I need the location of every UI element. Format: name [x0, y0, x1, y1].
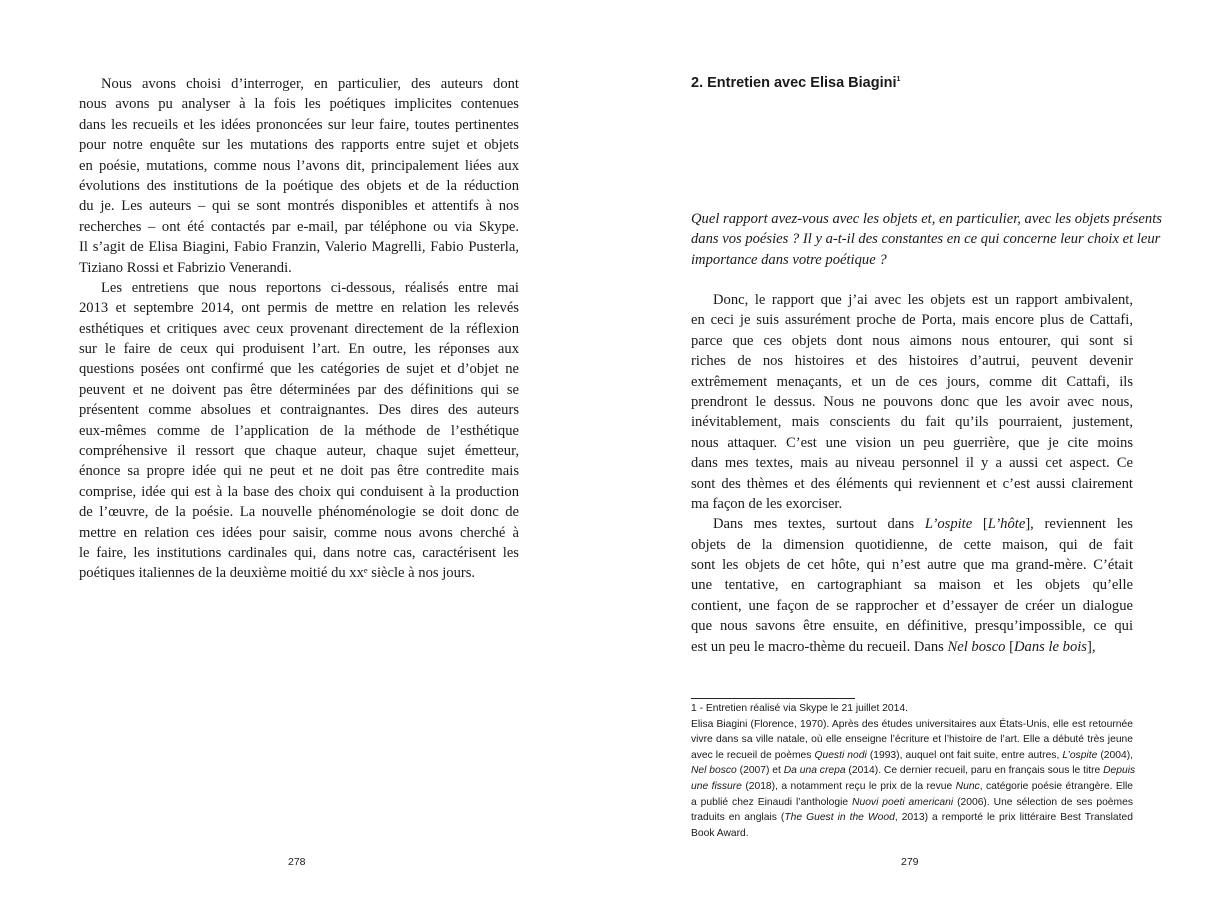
text-line: nous avons pu analyser à la fois les poétiques implicites contenues — [79, 96, 519, 113]
text-line: prendront le dessus. Nous ne pouvons donc que les avoir avec nous, — [691, 393, 1133, 410]
text-line: du je. Les auteurs – qui se sont montrés disponibles et attentifs à nos — [79, 198, 519, 215]
left-page-body — [79, 74, 519, 584]
text-line: le faire, les institutions cardinales qui, dans notre cas, caractérisent les — [79, 544, 519, 561]
text-line: évolutions des institutions de la poétique des objets et de la réduction — [79, 177, 519, 194]
footnote-line: 1 - Entretien réalisé via Skype le 21 juillet 2014. — [691, 703, 908, 714]
question-line: dans vos poésies ? Il y a-t-il des constantes en ce qui concerne leur choix et leur — [691, 231, 1161, 248]
footnote-line: Book Award. — [691, 827, 749, 839]
text-line: une tentative, en cartographiant sa maison et les objets qu’elle — [691, 577, 1133, 594]
text-line: inévitablement, mais conscients du fait qu’ils pourraient, justement, — [691, 414, 1133, 431]
text-line: recherches – ont été contactés par e-mail, par téléphone ou via Skype. — [79, 218, 519, 235]
text-line: eux-mêmes comme de l’application de la méthode de l’esthétique — [79, 422, 519, 439]
text-line: de l’œuvre, de la poésie. La nouvelle phénoménologie se doit donc de — [79, 504, 519, 521]
text-line: que nous savons être ensuite, en définitive, presqu’impossible, ce qui — [691, 618, 1133, 635]
text-line: Donc, le rapport que j’ai avec les objets est un rapport ambivalent, — [713, 292, 1133, 308]
footnote — [691, 701, 1136, 841]
text-line: Dans mes textes, surtout dans L’ospite [L’hôte], reviennent les — [713, 516, 1133, 533]
text-line: esthétiques et critiques avec ceux provenant directement de la réflexion — [79, 320, 519, 337]
footnote-ref[interactable]: 1 — [896, 76, 901, 83]
text-line: sur le faire de ceux qui produisent l’art. En outre, les réponses aux — [79, 341, 519, 358]
page-number-right: 279 — [901, 856, 919, 868]
text-line: Nous avons choisi d’interroger, en particulier, des auteurs dont — [101, 76, 519, 92]
footnote-line: a publié chez Einaudi l’anthologie Nuovi poeti americani (2006). Une sélection de ses poèmes — [691, 796, 1133, 808]
text-line: dans mes textes, mais au niveau personnel il y a aussi cet aspect. Ce — [691, 455, 1133, 472]
text-line: riches de nos histoires et des histoires d’autrui, peuvent devenir — [691, 353, 1133, 370]
text-line: en poésie, mutations, comme nous l’avons dit, principalement liées aux — [79, 157, 519, 174]
text-line: objets de la dimension quotidienne, de cette maison, qui de fait — [691, 536, 1133, 553]
interview-answer — [691, 290, 1133, 657]
heading-text: 2. Entretien avec Elisa Biagini — [691, 75, 897, 91]
text-line: poétiques italiennes de la deuxième moitié du xxᵉ siècle à nos jours. — [79, 565, 476, 582]
footnote-line: une fissure (2018), a notamment reçu le prix de la revue Nunc, catégorie poésie étrangère. Elle — [691, 780, 1133, 792]
page-number-left: 278 — [288, 856, 306, 868]
text-line: Tiziano Rossi et Fabrizio Venerandi. — [79, 259, 292, 276]
question-line: importance dans votre poétique ? — [691, 251, 887, 268]
footnote-line: traduits en anglais (The Guest in the Wood, 2013) a remporté le prix littéraire Best Translated — [691, 812, 1133, 824]
footnote-line: vivre dans sa ville natale, où elle enseigne l’écriture et l’histoire de l’art. Elle a débuté très jeune — [691, 734, 1133, 746]
text-line: nous attaquer. C’est une vision un peu guerrière, que je cite moins — [691, 434, 1133, 451]
footnote-line: Nel bosco (2007) et Da una crepa (2014). Ce dernier recueil, paru en français sous le titre Depuis — [691, 765, 1136, 777]
text-line: en ceci je suis assurément proche de Porta, mais encore plus de Cattafi, — [691, 312, 1133, 329]
text-line: Il s’agit de Elisa Biagini, Fabio Franzin, Valerio Magrelli, Fabio Pusterla, — [79, 239, 519, 256]
text-line: sont les objets de cet hôte, qui n’est autre que ma grand-mère. C’était — [691, 557, 1133, 574]
text-line: est un peu le macro-thème du recueil. Dans Nel bosco [Dans le bois], — [691, 638, 1096, 655]
question-line: Quel rapport avez-vous avec les objets et, en particulier, avec les objets présents — [691, 211, 1162, 227]
text-line: contient, une façon de se rapprocher et d’essayer de créer un dialogue — [691, 597, 1133, 614]
footnote-line: avec le recueil de poèmes Questi nodi (1993), auquel ont fait suite, entre autres, L’ospite (2004), — [691, 749, 1133, 761]
text-line: pour notre enquête sur les mutations des rapports entre sujet et objets — [79, 137, 519, 154]
footnote-line: Elisa Biagini (Florence, 1970). Après des études universitaires aux États-Unis, elle est retournée — [691, 718, 1133, 730]
text-line: ma façon de les exorciser. — [691, 495, 843, 512]
text-line: parce que ces objets dont nous aimons nous entourer, qui sont si — [691, 332, 1133, 349]
text-line: mettre en relation ces idées pour saisir, comme nous avons cherché à — [79, 524, 519, 541]
text-line: compréhensive il ressort que chaque auteur, chaque sujet émetteur, — [79, 443, 519, 460]
section-heading — [691, 75, 900, 91]
text-line: 2013 et septembre 2014, ont permis de mettre en relation les relevés — [79, 300, 519, 317]
text-line: dans les recueils et les idées prononcées sur leur faire, toutes pertinentes — [79, 116, 519, 133]
footnote-divider — [691, 698, 855, 699]
interview-question — [691, 209, 1162, 270]
text-line: comprise, idée qui est à la base des choix qui conduisent à la production — [79, 483, 519, 500]
text-line: questions posées ont confirmé que les catégories de sujet et d’objet ne — [79, 361, 519, 378]
text-line: énonce sa propre idée qui ne peut et ne doit pas être contredite mais — [79, 463, 519, 480]
text-line: extrêmement menaçants, et un de ces jours, comme dit Cattafi, ils — [691, 373, 1133, 390]
text-line: présentent comme absolues et contraignantes. Des dires des auteurs — [79, 402, 519, 419]
text-line: Les entretiens que nous reportons ci-dessous, réalisés entre mai — [101, 279, 519, 296]
text-line: peuvent et ne doivent pas être déterminées par des définitions qui se — [79, 381, 519, 398]
text-line: sont des thèmes et des éléments qui reviennent et c’est aussi clairement — [691, 475, 1133, 492]
